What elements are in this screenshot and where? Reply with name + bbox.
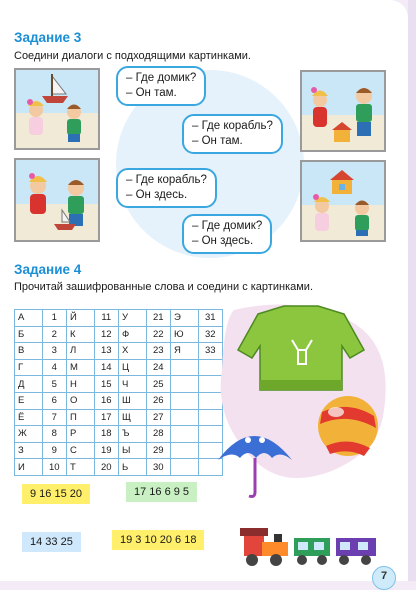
dialog-3-line1: – Где корабль?	[126, 174, 207, 186]
picture-house-there[interactable]	[300, 160, 386, 242]
cipher-number: 16	[94, 392, 119, 409]
cipher-number: 6	[42, 392, 67, 409]
cipher-letter: Щ	[119, 409, 147, 426]
cipher-row	[15, 392, 223, 409]
cipher-number: 13	[94, 343, 119, 360]
cipher-letter	[171, 426, 199, 443]
dialog-3-line2: – Он здесь.	[126, 189, 188, 201]
cipher-number: 5	[42, 376, 67, 393]
dialog-1-line2: – Он там.	[126, 87, 177, 99]
cipher-row	[15, 459, 223, 476]
cipher-row	[15, 442, 223, 459]
cipher-number: 20	[94, 459, 119, 476]
cipher-letter: Ж	[15, 426, 43, 443]
task3-instruction: Соедини диалоги с подходящими картинками.	[14, 50, 251, 62]
cipher-number: 27	[146, 409, 171, 426]
dialog-4-line1: – Где домик?	[192, 220, 263, 232]
code-label-3[interactable]: 14 33 25	[22, 532, 81, 552]
picture-ship-there[interactable]	[14, 68, 100, 150]
code-label-2[interactable]: 17 16 6 9 5	[126, 482, 197, 502]
cipher-row	[15, 343, 223, 360]
cipher-letter: И	[15, 459, 43, 476]
cipher-number: 11	[94, 310, 119, 327]
cipher-row	[15, 359, 223, 376]
cipher-number: 17	[94, 409, 119, 426]
cipher-row	[15, 326, 223, 343]
cipher-letter: Ъ	[119, 426, 147, 443]
cipher-letter: Э	[171, 310, 199, 327]
cipher-letter: Б	[15, 326, 43, 343]
cipher-number: 21	[146, 310, 171, 327]
cipher-number: 28	[146, 426, 171, 443]
cipher-number: 18	[94, 426, 119, 443]
cipher-row	[15, 409, 223, 426]
cipher-number: 10	[42, 459, 67, 476]
cipher-letter: Ю	[171, 326, 199, 343]
cipher-number: 9	[42, 442, 67, 459]
cipher-letter: П	[67, 409, 95, 426]
cipher-letter: Г	[15, 359, 43, 376]
cipher-number: 24	[146, 359, 171, 376]
cipher-number: 2	[42, 326, 67, 343]
cipher-number: 26	[146, 392, 171, 409]
dialog-bubble-3[interactable]	[116, 168, 217, 208]
page-edge	[408, 0, 416, 581]
dialog-bubble-1[interactable]	[116, 66, 206, 106]
code-label-1[interactable]: 9 16 15 20	[22, 484, 90, 504]
cipher-row	[15, 376, 223, 393]
cipher-number: 19	[94, 442, 119, 459]
cipher-letter: С	[67, 442, 95, 459]
cipher-letter: Р	[67, 426, 95, 443]
cipher-letter	[171, 376, 199, 393]
cipher-number: 29	[146, 442, 171, 459]
cipher-letter: К	[67, 326, 95, 343]
house-scene-icon	[302, 162, 384, 240]
cipher-number: 15	[94, 376, 119, 393]
house-kids-icon	[302, 72, 384, 150]
cipher-number: 31	[198, 310, 223, 327]
picture-house-here[interactable]	[300, 70, 386, 152]
cipher-letter: О	[67, 392, 95, 409]
cipher-letter: Е	[15, 392, 43, 409]
cipher-number: 23	[146, 343, 171, 360]
cipher-number: 8	[42, 426, 67, 443]
pictures-area	[214, 300, 400, 530]
cipher-letter	[171, 409, 199, 426]
dialog-2-line2: – Он там.	[192, 135, 243, 147]
cipher-number: 32	[198, 326, 223, 343]
code-label-4[interactable]: 19 3 10 20 6 18	[112, 530, 204, 550]
cipher-letter: Ч	[119, 376, 147, 393]
cipher-letter: Ы	[119, 442, 147, 459]
cipher-letter	[171, 442, 199, 459]
cipher-letter: М	[67, 359, 95, 376]
cipher-letter: В	[15, 343, 43, 360]
cipher-row	[15, 426, 223, 443]
cipher-letter: Х	[119, 343, 147, 360]
cipher-number: 4	[42, 359, 67, 376]
ship-kids-icon	[16, 160, 98, 240]
cipher-letter: Ё	[15, 409, 43, 426]
cipher-letter: А	[15, 310, 43, 327]
task4-instruction: Прочитай зашифрованные слова и соедини с картинками.	[14, 281, 313, 293]
dialog-bubble-2[interactable]	[182, 114, 283, 154]
cipher-letter: Ш	[119, 392, 147, 409]
cipher-number: 33	[198, 343, 223, 360]
picture-ship-here[interactable]	[14, 158, 100, 242]
cipher-letter: У	[119, 310, 147, 327]
cipher-table	[14, 309, 223, 476]
cipher-letter: Ц	[119, 359, 147, 376]
ball-icon	[318, 396, 378, 456]
cipher-number: 7	[42, 409, 67, 426]
cipher-number: 12	[94, 326, 119, 343]
dialog-bubble-4[interactable]	[182, 214, 272, 254]
dialog-2-line1: – Где корабль?	[192, 120, 273, 132]
cipher-number: 3	[42, 343, 67, 360]
cipher-letter: Й	[67, 310, 95, 327]
cipher-letter: Я	[171, 343, 199, 360]
dialog-1-line1: – Где домик?	[126, 72, 197, 84]
cipher-letter: Л	[67, 343, 95, 360]
cipher-letter: Ф	[119, 326, 147, 343]
cipher-number: 14	[94, 359, 119, 376]
cipher-letter	[171, 392, 199, 409]
page-number: 7	[372, 566, 396, 590]
cipher-number: 30	[146, 459, 171, 476]
cipher-number: 1	[42, 310, 67, 327]
cipher-letter	[171, 459, 199, 476]
cipher-letter: Н	[67, 376, 95, 393]
cipher-letter: Д	[15, 376, 43, 393]
task3-title: Задание 3	[14, 30, 82, 45]
cipher-number: 25	[146, 376, 171, 393]
cipher-letter: Т	[67, 459, 95, 476]
dialog-4-line2: – Он здесь.	[192, 235, 254, 247]
cipher-row	[15, 310, 223, 327]
cipher-letter: Ь	[119, 459, 147, 476]
cipher-number: 22	[146, 326, 171, 343]
task4-title: Задание 4	[14, 262, 82, 277]
cipher-letter	[171, 359, 199, 376]
cipher-letter: З	[15, 442, 43, 459]
train-icon[interactable]	[236, 522, 386, 572]
ship-scene-icon	[16, 70, 98, 148]
